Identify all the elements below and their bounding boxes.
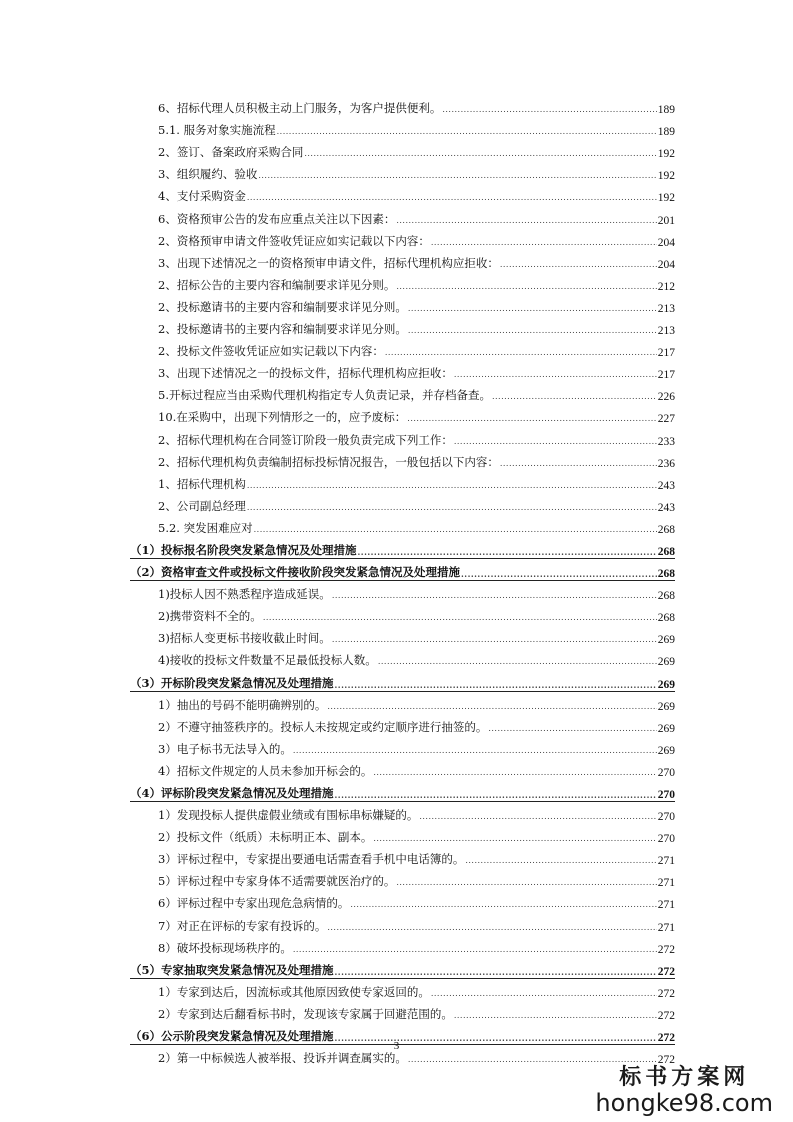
toc-entry[interactable]: [130, 714, 675, 736]
toc-leader-dots: [335, 789, 657, 801]
toc-leader-dots: [258, 170, 656, 182]
toc-entry-page: 271: [657, 855, 675, 868]
toc-leader-dots: [488, 723, 656, 735]
toc-leader-dots: [454, 369, 657, 381]
toc-section-entry[interactable]: [130, 780, 675, 802]
toc-entry-label: 3)招标人变更标书接收截止时间。: [158, 631, 331, 646]
toc-entry-page: 271: [657, 899, 675, 912]
toc-entry-label: 3）评标过程中，专家提出要通电话需查看手机中电话簿的。: [158, 852, 465, 867]
toc-entry-page: 269: [657, 744, 675, 757]
toc-entry-page: 204: [657, 236, 675, 249]
toc-entry[interactable]: [130, 183, 675, 205]
toc-entry-label: 6）评标过程中专家出现危急病情的。: [158, 896, 350, 911]
toc-entry-page: 217: [657, 347, 675, 360]
toc-entry-label: 2）专家到达后翻看标书时，发现该专家属于回避范围的。: [158, 1006, 453, 1021]
toc-leader-dots: [465, 855, 656, 867]
toc-entry-label: 1、招标代理机构: [158, 476, 246, 491]
toc-entry-page: 268: [657, 568, 675, 581]
toc-leader-dots: [247, 192, 657, 204]
toc-leader-dots: [431, 237, 657, 249]
toc-entry[interactable]: [130, 338, 675, 360]
toc-leader-dots: [335, 679, 657, 691]
toc-entry-label: 2、投标文件签收凭证应如实记载以下内容：: [158, 344, 384, 359]
toc-entry-label: 3、出现下述情况之一的投标文件，招标代理机构应拒收：: [158, 366, 453, 381]
toc-entry-page: 268: [657, 523, 675, 536]
toc-leader-dots: [461, 568, 657, 580]
toc-entry-page: 227: [657, 413, 675, 426]
toc-entry-page: 272: [657, 943, 675, 956]
toc-entry[interactable]: [130, 603, 675, 625]
toc-entry-label: 7）对正在评标的专家有投诉的。: [158, 918, 327, 933]
watermark-logo: [595, 1064, 773, 1116]
toc-entry-page: 201: [657, 214, 675, 227]
toc-leader-dots: [454, 436, 657, 448]
toc-entry-page: 269: [657, 722, 675, 735]
toc-entry-label: 2、投标邀请书的主要内容和编制要求详见分则。: [158, 322, 407, 337]
toc-leader-dots: [332, 634, 657, 646]
toc-leader-dots: [373, 767, 656, 779]
toc-leader-dots: [500, 458, 657, 470]
toc-entry-label: 2、签订、备案政府采购合同: [158, 145, 304, 160]
toc-entry[interactable]: [130, 316, 675, 338]
toc-entry-label: 1)投标人因不熟悉程序造成延误。: [158, 587, 331, 602]
toc-entry[interactable]: [130, 95, 675, 117]
toc-entry[interactable]: [130, 272, 675, 294]
toc-entry-label: 5.开标过程应当由采购代理机构指定专人负责记录，并存档备查。: [158, 388, 491, 403]
toc-entry-label: 5）评标过程中专家身体不适需要就医治疗的。: [158, 874, 396, 889]
toc-section-entry[interactable]: [130, 537, 675, 559]
toc-leader-dots: [378, 656, 657, 668]
toc-entry-page: 213: [657, 302, 675, 315]
toc-entry[interactable]: [130, 692, 675, 714]
toc-entry-label: 1）发现投标人提供虚假业绩或有围标串标嫌疑的。: [158, 808, 419, 823]
toc-leader-dots: [293, 745, 657, 757]
toc-leader-dots: [254, 524, 657, 536]
toc-entry-label: 8）破坏投标现场秩序的。: [158, 940, 292, 955]
toc-entry-page: 270: [657, 766, 675, 779]
toc-entry-page: 272: [657, 987, 675, 1000]
toc-entry-page: 272: [657, 1032, 675, 1045]
toc-entry-label: （3）开标阶段突发紧急情况及处理措施: [130, 675, 334, 690]
toc-entry-label: 6、资格预审公告的发布应重点关注以下因素：: [158, 211, 396, 226]
toc-entry-label: 6、招标代理人员积极主动上门服务，为客户提供便利。: [158, 101, 442, 116]
watermark-title: 标书方案网: [619, 1064, 750, 1090]
page-number: 3: [393, 1040, 400, 1052]
toc-entry[interactable]: [130, 404, 675, 426]
toc-entry-label: 2、投标邀请书的主要内容和编制要求详见分则。: [158, 299, 407, 314]
toc-entry[interactable]: [130, 205, 675, 227]
toc-leader-dots: [492, 391, 657, 403]
toc-entry-label: 1）抽出的号码不能明确辨别的。: [158, 697, 327, 712]
toc-entry-page: 192: [657, 192, 675, 205]
toc-entry-page: 236: [657, 457, 675, 470]
toc-entry-label: 10.在采购中，出现下列情形之一的，应予废标：: [158, 410, 407, 425]
toc-entry[interactable]: [130, 758, 675, 780]
toc-leader-dots: [293, 944, 657, 956]
toc-entry[interactable]: [130, 515, 675, 537]
toc-entry-page: 272: [657, 965, 675, 978]
toc-entry[interactable]: [130, 625, 675, 647]
toc-leader-dots: [332, 590, 657, 602]
toc-entry-page: 233: [657, 435, 675, 448]
toc-entry-label: 2、招标公告的主要内容和编制要求详见分则。: [158, 277, 396, 292]
toc-entry[interactable]: [130, 890, 675, 912]
toc-entry-label: （6）公示阶段突发紧急情况及处理措施: [130, 1029, 334, 1044]
toc-leader-dots: [408, 325, 657, 337]
toc-entry-label: 2）投标文件（纸质）未标明正本、副本。: [158, 830, 373, 845]
toc-leader-dots: [373, 833, 656, 845]
toc-entry-label: 2、招标代理机构负责编制招标投标情况报告，一般包括以下内容：: [158, 454, 499, 469]
toc-entry-page: 269: [657, 634, 675, 647]
toc-entry-label: 4)接收的投标文件数量不足最低投标人数。: [158, 653, 377, 668]
toc-entry[interactable]: [130, 979, 675, 1001]
toc-entry[interactable]: [130, 581, 675, 603]
toc-leader-dots: [396, 215, 656, 227]
toc-leader-dots: [396, 281, 656, 293]
toc-entry[interactable]: [130, 935, 675, 957]
toc-entry-page: 243: [657, 479, 675, 492]
toc-entry-page: 192: [657, 148, 675, 161]
toc-entry-label: 2）第一中标候选人被举报、投诉并调查属实的。: [158, 1051, 407, 1066]
toc-entry[interactable]: [130, 868, 675, 890]
toc-entry-label: （4）评标阶段突发紧急情况及处理措施: [130, 786, 334, 800]
toc-entry[interactable]: [130, 161, 675, 183]
toc-entry-page: 189: [657, 126, 675, 139]
toc-entry[interactable]: [130, 802, 675, 824]
toc-leader-dots: [385, 347, 657, 359]
toc-entry[interactable]: [130, 360, 675, 382]
toc-entry-page: 272: [657, 1054, 675, 1067]
toc-entry-label: 2)携带资料不全的。: [158, 609, 262, 624]
toc-leader-dots: [407, 413, 656, 425]
toc-entry-label: 2、公司副总经理: [158, 498, 246, 513]
toc-entry-page: 212: [657, 280, 675, 293]
toc-entry-label: 4、支付采购资金: [158, 189, 246, 204]
toc-leader-dots: [396, 877, 656, 889]
toc-entry[interactable]: [130, 228, 675, 250]
toc-entry-label: 1）专家到达后，因流标或其他原因致使专家返回的。: [158, 984, 430, 999]
toc-entry-label: 3、出现下述情况之一的资格预审申请文件，招标代理机构应拒收：: [158, 255, 499, 270]
toc-entry-label: （1）投标报名阶段突发紧急情况及处理措施: [130, 542, 357, 557]
toc-leader-dots: [454, 1010, 657, 1022]
toc-entry-label: （5）专家抽取突发紧急情况及处理措施: [130, 962, 334, 977]
toc-entry-page: 268: [657, 545, 675, 558]
toc-leader-dots: [500, 259, 657, 271]
toc-leader-dots: [431, 988, 657, 1000]
toc-entry-page: 213: [657, 325, 675, 338]
toc-entry[interactable]: [130, 493, 675, 515]
toc-leader-dots: [335, 966, 657, 978]
toc-entry[interactable]: [130, 824, 675, 846]
toc-leader-dots: [350, 899, 656, 911]
toc-leader-dots: [327, 701, 656, 713]
toc-leader-dots: [442, 104, 656, 116]
toc-entry-page: 269: [657, 656, 675, 669]
toc-entry[interactable]: [130, 382, 675, 404]
toc-entry-page: 243: [657, 501, 675, 514]
toc-leader-dots: [304, 148, 656, 160]
toc-entry-label: （2）资格审查文件或投标文件接收阶段突发紧急情况及处理措施: [130, 565, 460, 580]
toc-entry-page: 204: [657, 258, 675, 271]
toc-entry-page: 272: [657, 1009, 675, 1022]
toc-entry-label: 4）招标文件规定的人员未参加开标会的。: [158, 763, 373, 778]
toc-entry-page: 270: [657, 833, 675, 846]
toc-leader-dots: [247, 502, 657, 514]
toc-leader-dots: [277, 126, 657, 138]
toc-section-entry[interactable]: [130, 559, 675, 581]
toc-entry[interactable]: [130, 912, 675, 934]
toc-entry[interactable]: [130, 471, 675, 493]
table-of-contents: [130, 95, 675, 1067]
toc-entry[interactable]: [130, 846, 675, 868]
toc-leader-dots: [408, 303, 657, 315]
toc-entry-label: 5.2. 突发困难应对: [158, 520, 253, 535]
toc-entry[interactable]: [130, 117, 675, 139]
toc-leader-dots: [327, 922, 656, 934]
toc-leader-dots: [419, 811, 656, 823]
toc-entry[interactable]: [130, 139, 675, 161]
toc-entry-page: 271: [657, 877, 675, 890]
toc-entry-page: 271: [657, 921, 675, 934]
toc-entry-label: 3、组织履约、验收: [158, 167, 258, 182]
toc-entry-label: 2、招标代理机构在合同签订阶段一般负责完成下列工作：: [158, 432, 453, 447]
toc-entry-page: 270: [657, 789, 675, 801]
toc-entry[interactable]: [130, 1001, 675, 1023]
toc-entry-page: 268: [657, 612, 675, 625]
toc-leader-dots: [247, 480, 657, 492]
toc-entry[interactable]: [130, 449, 675, 471]
toc-entry-page: 269: [657, 678, 675, 691]
toc-entry-page: 226: [657, 391, 675, 404]
toc-section-entry[interactable]: [130, 669, 675, 691]
toc-entry[interactable]: [130, 736, 675, 758]
toc-leader-dots: [358, 546, 657, 558]
toc-entry[interactable]: [130, 647, 675, 669]
toc-entry-label: 2）不遵守抽签秩序的。投标人未按规定或约定顺序进行抽签的。: [158, 719, 488, 734]
toc-entry[interactable]: [130, 294, 675, 316]
toc-entry[interactable]: [130, 426, 675, 448]
toc-entry-page: 268: [657, 590, 675, 603]
toc-entry-page: 270: [657, 811, 675, 824]
toc-entry-page: 269: [657, 700, 675, 713]
toc-entry-page: 192: [657, 170, 675, 183]
toc-entry[interactable]: [130, 250, 675, 272]
toc-entry-label: 3）电子标书无法导入的。: [158, 741, 292, 756]
toc-section-entry[interactable]: [130, 957, 675, 979]
toc-entry-page: 189: [657, 104, 675, 117]
toc-entry-label: 5.1. 服务对象实施流程: [158, 123, 276, 138]
toc-entry-page: 217: [657, 369, 675, 382]
toc-leader-dots: [263, 612, 657, 624]
toc-entry-label: 2、资格预审申请文件签收凭证应如实记载以下内容：: [158, 233, 430, 248]
watermark-url: hongke98.com: [595, 1089, 773, 1117]
